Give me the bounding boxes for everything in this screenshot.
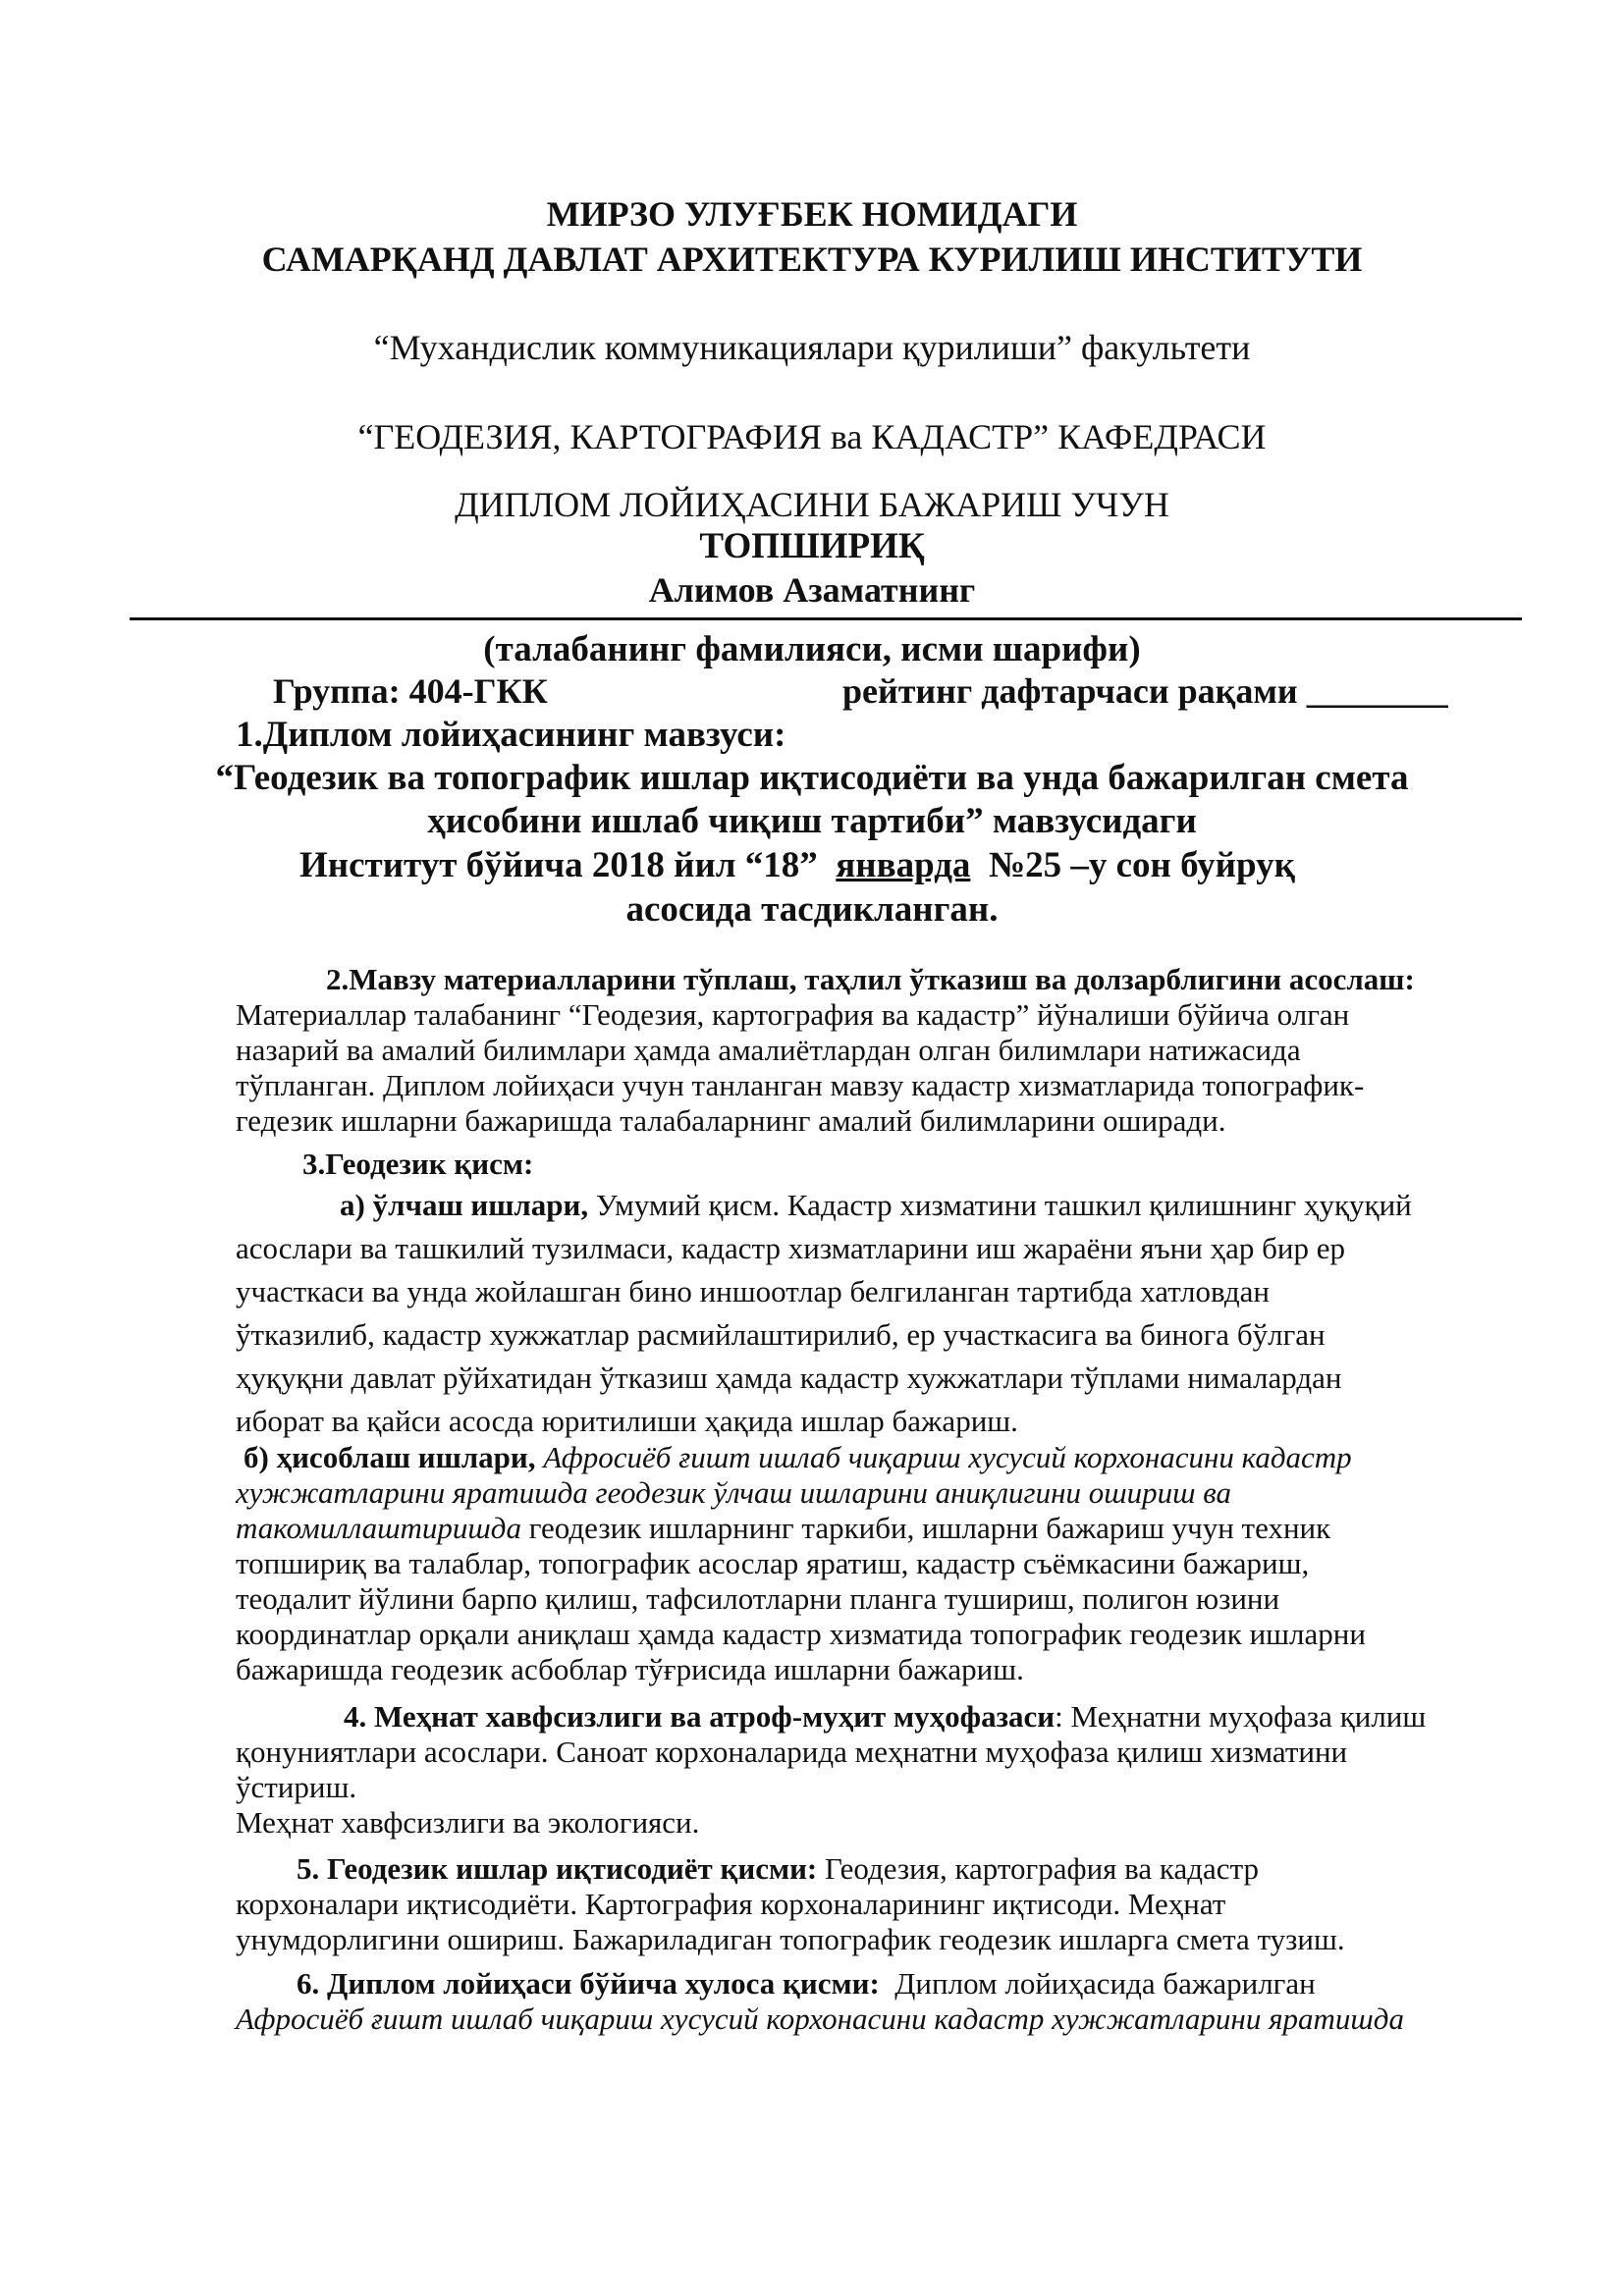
section-4-line: ўстириш. — [236, 1770, 357, 1804]
section-5-heading: 5. Геодезик ишлар иқтисодиёт қисми: — [297, 1851, 818, 1886]
section-3a-line: участкаси ва унда жойлашган бино иншоотлар белгиланган тартибда хатловдан — [236, 1274, 1270, 1308]
section-2-line: назарий ва амалий билимлари ҳамда амалиётлардан олган билимлари натижасида — [236, 1033, 1301, 1067]
section-6-italic-line: Афросиёб ғишт ишлаб чиқариш хусусий корхонасини кадастр хужжатларини яратишда — [236, 2002, 1404, 2036]
section-6 — [236, 1966, 1516, 2037]
section-3b-line: координатлар орқали аниқлаш ҳамда кадастр хизматида топографик геодезик ишларни — [236, 1617, 1366, 1651]
order-prefix: Институт бўйича 2018 йил “18” — [299, 845, 837, 885]
section-2-line: гедезик ишларни бажаришда талабаларнинг амалий билимларини оширади. — [236, 1103, 1226, 1138]
rating-label — [842, 670, 1448, 712]
section-6-first-line — [236, 1966, 1516, 2002]
section-3a-first: Умумий қисм. Кадастр хизматини ташкил қилишнинг ҳуқуқий — [588, 1188, 1412, 1222]
section-3b-italic: такомиллаштиришда — [236, 1511, 521, 1545]
institute-line-1: МИРЗО УЛУҒБЕК НОМИДАГИ — [546, 194, 1078, 234]
department-line: “ГЕОДЕЗИЯ, КАРТОГРАФИЯ ва КАДАСТР” КАФЕДРАСИ — [357, 417, 1267, 456]
purpose-line: ДИПЛОМ ЛОЙИҲАСИНИ БАЖАРИШ УЧУН — [455, 485, 1169, 524]
group-label: Группа: 404-ГКК — [273, 671, 548, 711]
section-3b-first: Афросиёб ғишт ишлаб чиқариш хусусий корхонасини кадастр — [535, 1440, 1352, 1474]
section-3a-line: ўтказилиб, кадастр хужжатлар расмийлаштирилиб, ер участкасига ва бинога бўлган — [236, 1317, 1326, 1352]
name-caption: (талабанинг фамилияси, исми шарифи) — [483, 629, 1141, 669]
order-month: январда — [836, 845, 971, 885]
name-underline — [130, 617, 1522, 620]
section-4-heading: 4. Меҳнат хавфсизлиги ва атроф-муҳит муҳофазаси — [344, 1699, 1056, 1734]
section-2-line: тўпланган. Диплом лойиҳаси учун танланган мавзу кадастр хизматларида топографик- — [236, 1068, 1365, 1102]
section-3a-line: ҳуқуқни давлат рўйхатидан ўтказиш ҳамда кадастр хужжатлари тўплами нималардан — [236, 1361, 1342, 1395]
section-4-first-line — [236, 1699, 1516, 1735]
section-5-first-line — [236, 1851, 1516, 1887]
student-name: Алимов Азаматнинг — [648, 570, 976, 610]
section-3b-line: хужжатларини яратишда геодезик ўлчаш ишларини аниқлигини ошириш ва — [236, 1475, 1231, 1510]
section-3-heading: 3.Геодезик қисм: — [302, 1147, 534, 1181]
section-3a-first-line — [236, 1184, 1516, 1227]
section-3a-line: асослари ва ташкилий тузилмаси, кадастр хизматларини иш жараёни яъни ҳар бир ер — [236, 1231, 1345, 1265]
section-3b-first-line — [236, 1440, 1516, 1475]
document-title: ТОПШИРИҚ — [699, 526, 925, 566]
section-4-first: : Меҳнатни муҳофаза қилиш — [1055, 1699, 1427, 1734]
approval-line: асосида тасдикланган. — [625, 889, 999, 930]
section-3a-line: иборат ва қайси асосда юритилиши ҳақида ишлар бажариш. — [236, 1404, 1018, 1438]
section-3b-line-3 — [236, 1511, 1516, 1546]
topic-heading: 1.Диплом лойиҳасининг мавзуси: — [236, 715, 786, 755]
section-2 — [236, 962, 1516, 1139]
section-3b-rest: геодезик ишларнинг таркиби, ишларни бажариш учун техник — [520, 1511, 1331, 1545]
topic-line-1: “Геодезик ва топографик ишлар иқтисодиёти ва унда бажарилган смета — [215, 758, 1409, 798]
section-4-line: Меҳнат хавфсизлиги ва экологияси. — [236, 1805, 700, 1840]
section-4-line: қонуниятлари асослари. Саноат корхоналарида меҳнатни муҳофаза қилиш хизматини — [236, 1735, 1348, 1769]
rating-text: рейтинг дафтарчаси рақами — [842, 671, 1298, 711]
section-6-first: Диплом лойиҳасида бажарилган — [879, 1966, 1316, 2001]
section-5 — [236, 1851, 1516, 1957]
order-line — [299, 844, 1295, 886]
section-4 — [236, 1699, 1516, 1841]
section-3b-label: б) ҳисоблаш ишлари, — [244, 1440, 536, 1474]
section-2-line: Материаллар талабанинг “Геодезия, картография ва кадастр” йўналиши бўйича олган — [236, 997, 1350, 1032]
section-5-line: корхоналари иқтисодиёти. Картография корхоналарининг иқтисоди. Меҳнат — [236, 1887, 1226, 1921]
rating-blank: ________ — [1306, 671, 1448, 711]
section-5-first: Геодезия, картография ва кадастр — [817, 1851, 1259, 1886]
order-suffix: №25 –у сон буйруқ — [970, 845, 1295, 885]
section-3a-label: а) ўлчаш ишлари, — [340, 1188, 589, 1222]
section-6-heading: 6. Диплом лойиҳаси бўйича хулоса қисми: — [297, 1966, 880, 2001]
section-3b-line: топшириқ ва талаблар, топографик асослар яратиш, кадастр съёмкасини бажариш, — [236, 1546, 1310, 1580]
section-3a — [236, 1184, 1516, 1443]
topic-line-2: ҳисобини ишлаб чиқиш тартиби” мавзусидаги — [427, 801, 1197, 841]
institute-line-2: САМАРҚАНД ДАВЛАТ АРХИТЕКТУРА КУРИЛИШ ИНСТИТУТИ — [261, 240, 1363, 279]
section-3b-line: теодалит йўлини барпо қилиш, тафсилотларни планга тушириш, полигон юзини — [236, 1581, 1280, 1616]
section-3b-line: бажаришда геодезик асбоблар тўғрисида ишларни бажариш. — [236, 1652, 1024, 1686]
section-2-heading: 2.Мавзу материалларини тўплаш, таҳлил ўтказиш ва долзарблигини асослаш: — [326, 962, 1415, 996]
section-3b — [236, 1440, 1516, 1687]
section-5-line: унумдорлигини ошириш. Бажариладиган топографик геодезик ишларга смета тузиш. — [236, 1922, 1345, 1956]
faculty-line: “Мухандислик коммуникациялари қурилиши” факультети — [373, 328, 1251, 367]
